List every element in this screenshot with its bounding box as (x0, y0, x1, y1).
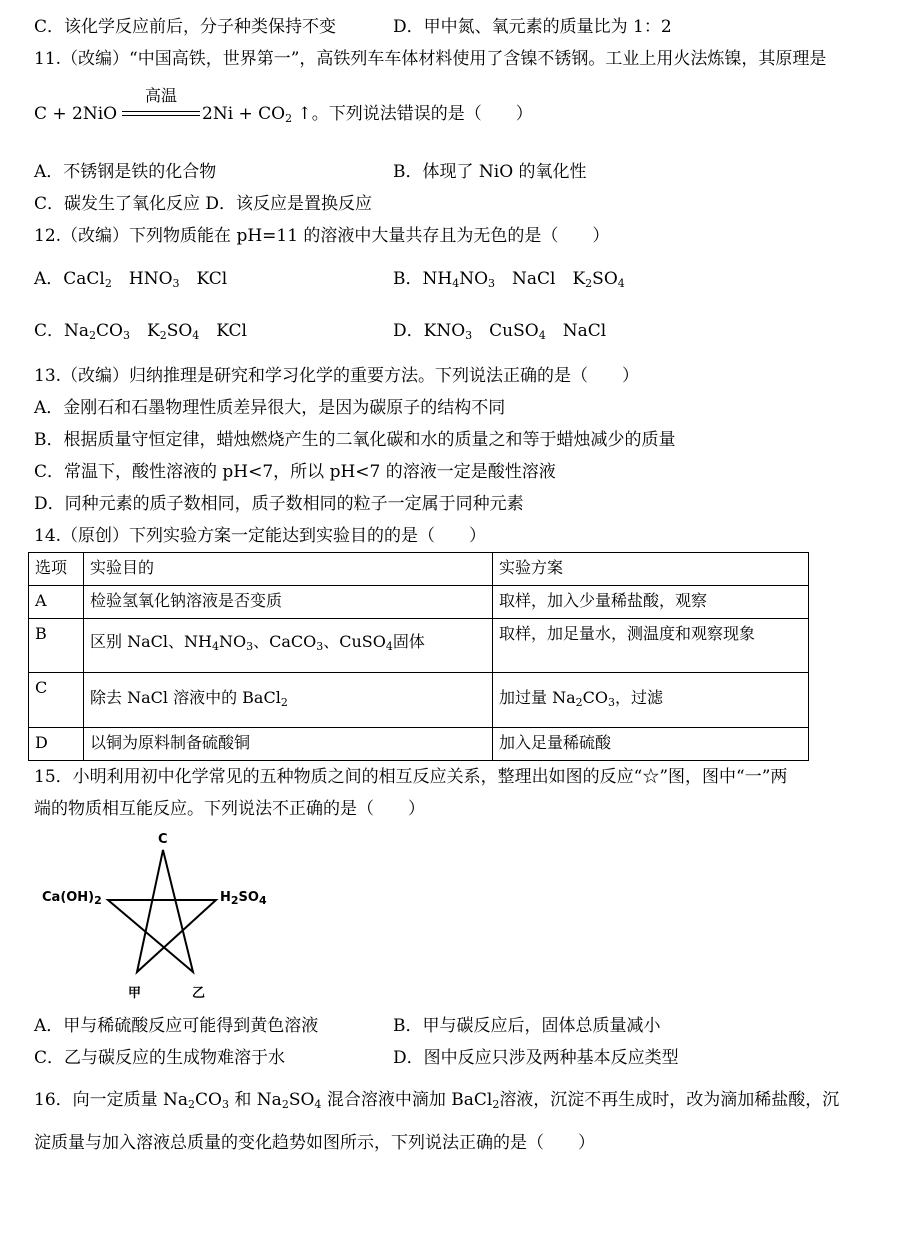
q10-option-d: D．甲中氮、氧元素的质量比为 1：2 (393, 17, 672, 37)
q13-stem: 13.（改编）归纳推理是研究和学习化学的重要方法。下列说法正确的是（ ） (34, 366, 640, 386)
reaction-condition: 高温 (144, 86, 177, 105)
q13-option-a: A．金刚石和石墨物理性质差异很大，是因为碳原子的结构不同 (34, 398, 506, 418)
table-row (29, 673, 809, 728)
q11-option-b: B．体现了 NiO 的氧化性 (393, 162, 587, 182)
row-plan: 取样，加足量水，测温度和观察现象 (493, 619, 809, 673)
q15-stem-line2: 端的物质相互能反应。下列说法不正确的是（ ） (34, 799, 425, 819)
node-top-label: C (158, 832, 168, 847)
reaction-star-diagram (40, 832, 280, 1004)
table-row (29, 619, 809, 673)
q15-stem-line1: 15．小明利用初中化学常见的五种物质之间的相互反应关系，整理出如图的反应“☆”图，图中“一”两 (34, 767, 788, 787)
equation-reactants: C + 2NiO (34, 104, 118, 124)
q13-option-c: C．常温下，酸性溶液的 pH<7，所以 pH<7 的溶液一定是酸性溶液 (34, 462, 556, 482)
q11-stem: 11.（改编）“中国高铁，世界第一”，高铁列车车体材料使用了含镍不锈钢。工业上用火法炼镍，其原理是 (34, 49, 827, 69)
q12-option-a: A．CaCl$_2$ $HNO_3$ KCl (34, 269, 228, 290)
q12-option-c: C．$Na_2CO_3$ $K_2SO_4$ KCl (34, 321, 247, 342)
q11-option-cd: C．碳发生了氧化反应 D．该反应是置换反应 (34, 194, 373, 214)
header-goal: 实验目的 (84, 553, 493, 586)
equals-line-top (122, 111, 200, 112)
q16-stem-line1: 16．向一定质量 $Na_2CO_3$ 和 $Na_2SO_4$ 混合溶液中滴加 BaCl$_2$溶液，沉淀不再生成时，改为滴加稀盐酸，沉 (34, 1090, 840, 1111)
q12-option-d: D．$KNO_3$ CuSO$_4$ NaCl (393, 321, 607, 342)
q15-option-b: B．甲与碳反应后，固体总质量减小 (393, 1016, 661, 1036)
q10-option-c: C．该化学反应前后，分子种类保持不变 (34, 17, 337, 37)
row-option: C (29, 673, 84, 728)
q13-option-b: B．根据质量守恒定律，蜡烛燃烧产生的二氧化碳和水的质量之和等于蜡烛减少的质量 (34, 430, 676, 450)
row-goal: 除去 NaCl 溶液中的 BaCl$_2$ (84, 673, 493, 728)
experiment-table (28, 552, 809, 761)
equation-products: $2Ni + CO_2$ ↑。下列说法错误的是（ ） (202, 104, 533, 125)
row-plan: 取样，加入少量稀盐酸，观察 (493, 586, 809, 619)
row-goal: 检验氢氧化钠溶液是否变质 (84, 586, 493, 619)
node-right-label: $H_2SO_4$ (220, 890, 267, 907)
table-row (29, 586, 809, 619)
equals-line-bottom (122, 115, 200, 116)
star-lines (40, 832, 280, 1004)
q11-option-a: A．不锈钢是铁的化合物 (34, 162, 217, 182)
row-option: B (29, 619, 84, 673)
node-bottom-left-label: 甲 (128, 986, 142, 1001)
q14-stem: 14.（原创）下列实验方案一定能达到实验目的的是（ ） (34, 526, 487, 546)
q16-stem-line2: 淀质量与加入溶液总质量的变化趋势如图所示，下列说法正确的是（ ） (34, 1133, 595, 1153)
row-option: D (29, 728, 84, 761)
row-option: A (29, 586, 84, 619)
row-goal: 以铜为原料制备硫酸铜 (84, 728, 493, 761)
header-plan: 实验方案 (493, 553, 809, 586)
q13-option-d: D．同种元素的质子数相同，质子数相同的粒子一定属于同种元素 (34, 494, 524, 514)
table-header-row (29, 553, 809, 586)
table-row (29, 728, 809, 761)
header-option: 选项 (29, 553, 84, 586)
q12-stem: 12.（改编）下列物质能在 pH=11 的溶液中大量共存且为无色的是（ ） (34, 226, 610, 246)
q15-option-d: D．图中反应只涉及两种基本反应类型 (393, 1048, 679, 1068)
node-left-label: $Ca(OH)_2$ (42, 890, 102, 907)
q12-option-b: B．$NH_4NO_3$ NaCl $K_2SO_4$ (393, 269, 625, 290)
row-plan: 加过量 $Na_2CO_3$，过滤 (493, 673, 809, 728)
node-bottom-right-label: 乙 (192, 986, 206, 1001)
q15-option-c: C．乙与碳反应的生成物难溶于水 (34, 1048, 286, 1068)
row-plan: 加入足量稀硫酸 (493, 728, 809, 761)
q15-option-a: A．甲与稀硫酸反应可能得到黄色溶液 (34, 1016, 319, 1036)
row-goal: 区别 NaCl、$NH_4NO_3$、CaCO$_3$、CuSO$_4$固体 (84, 619, 493, 673)
